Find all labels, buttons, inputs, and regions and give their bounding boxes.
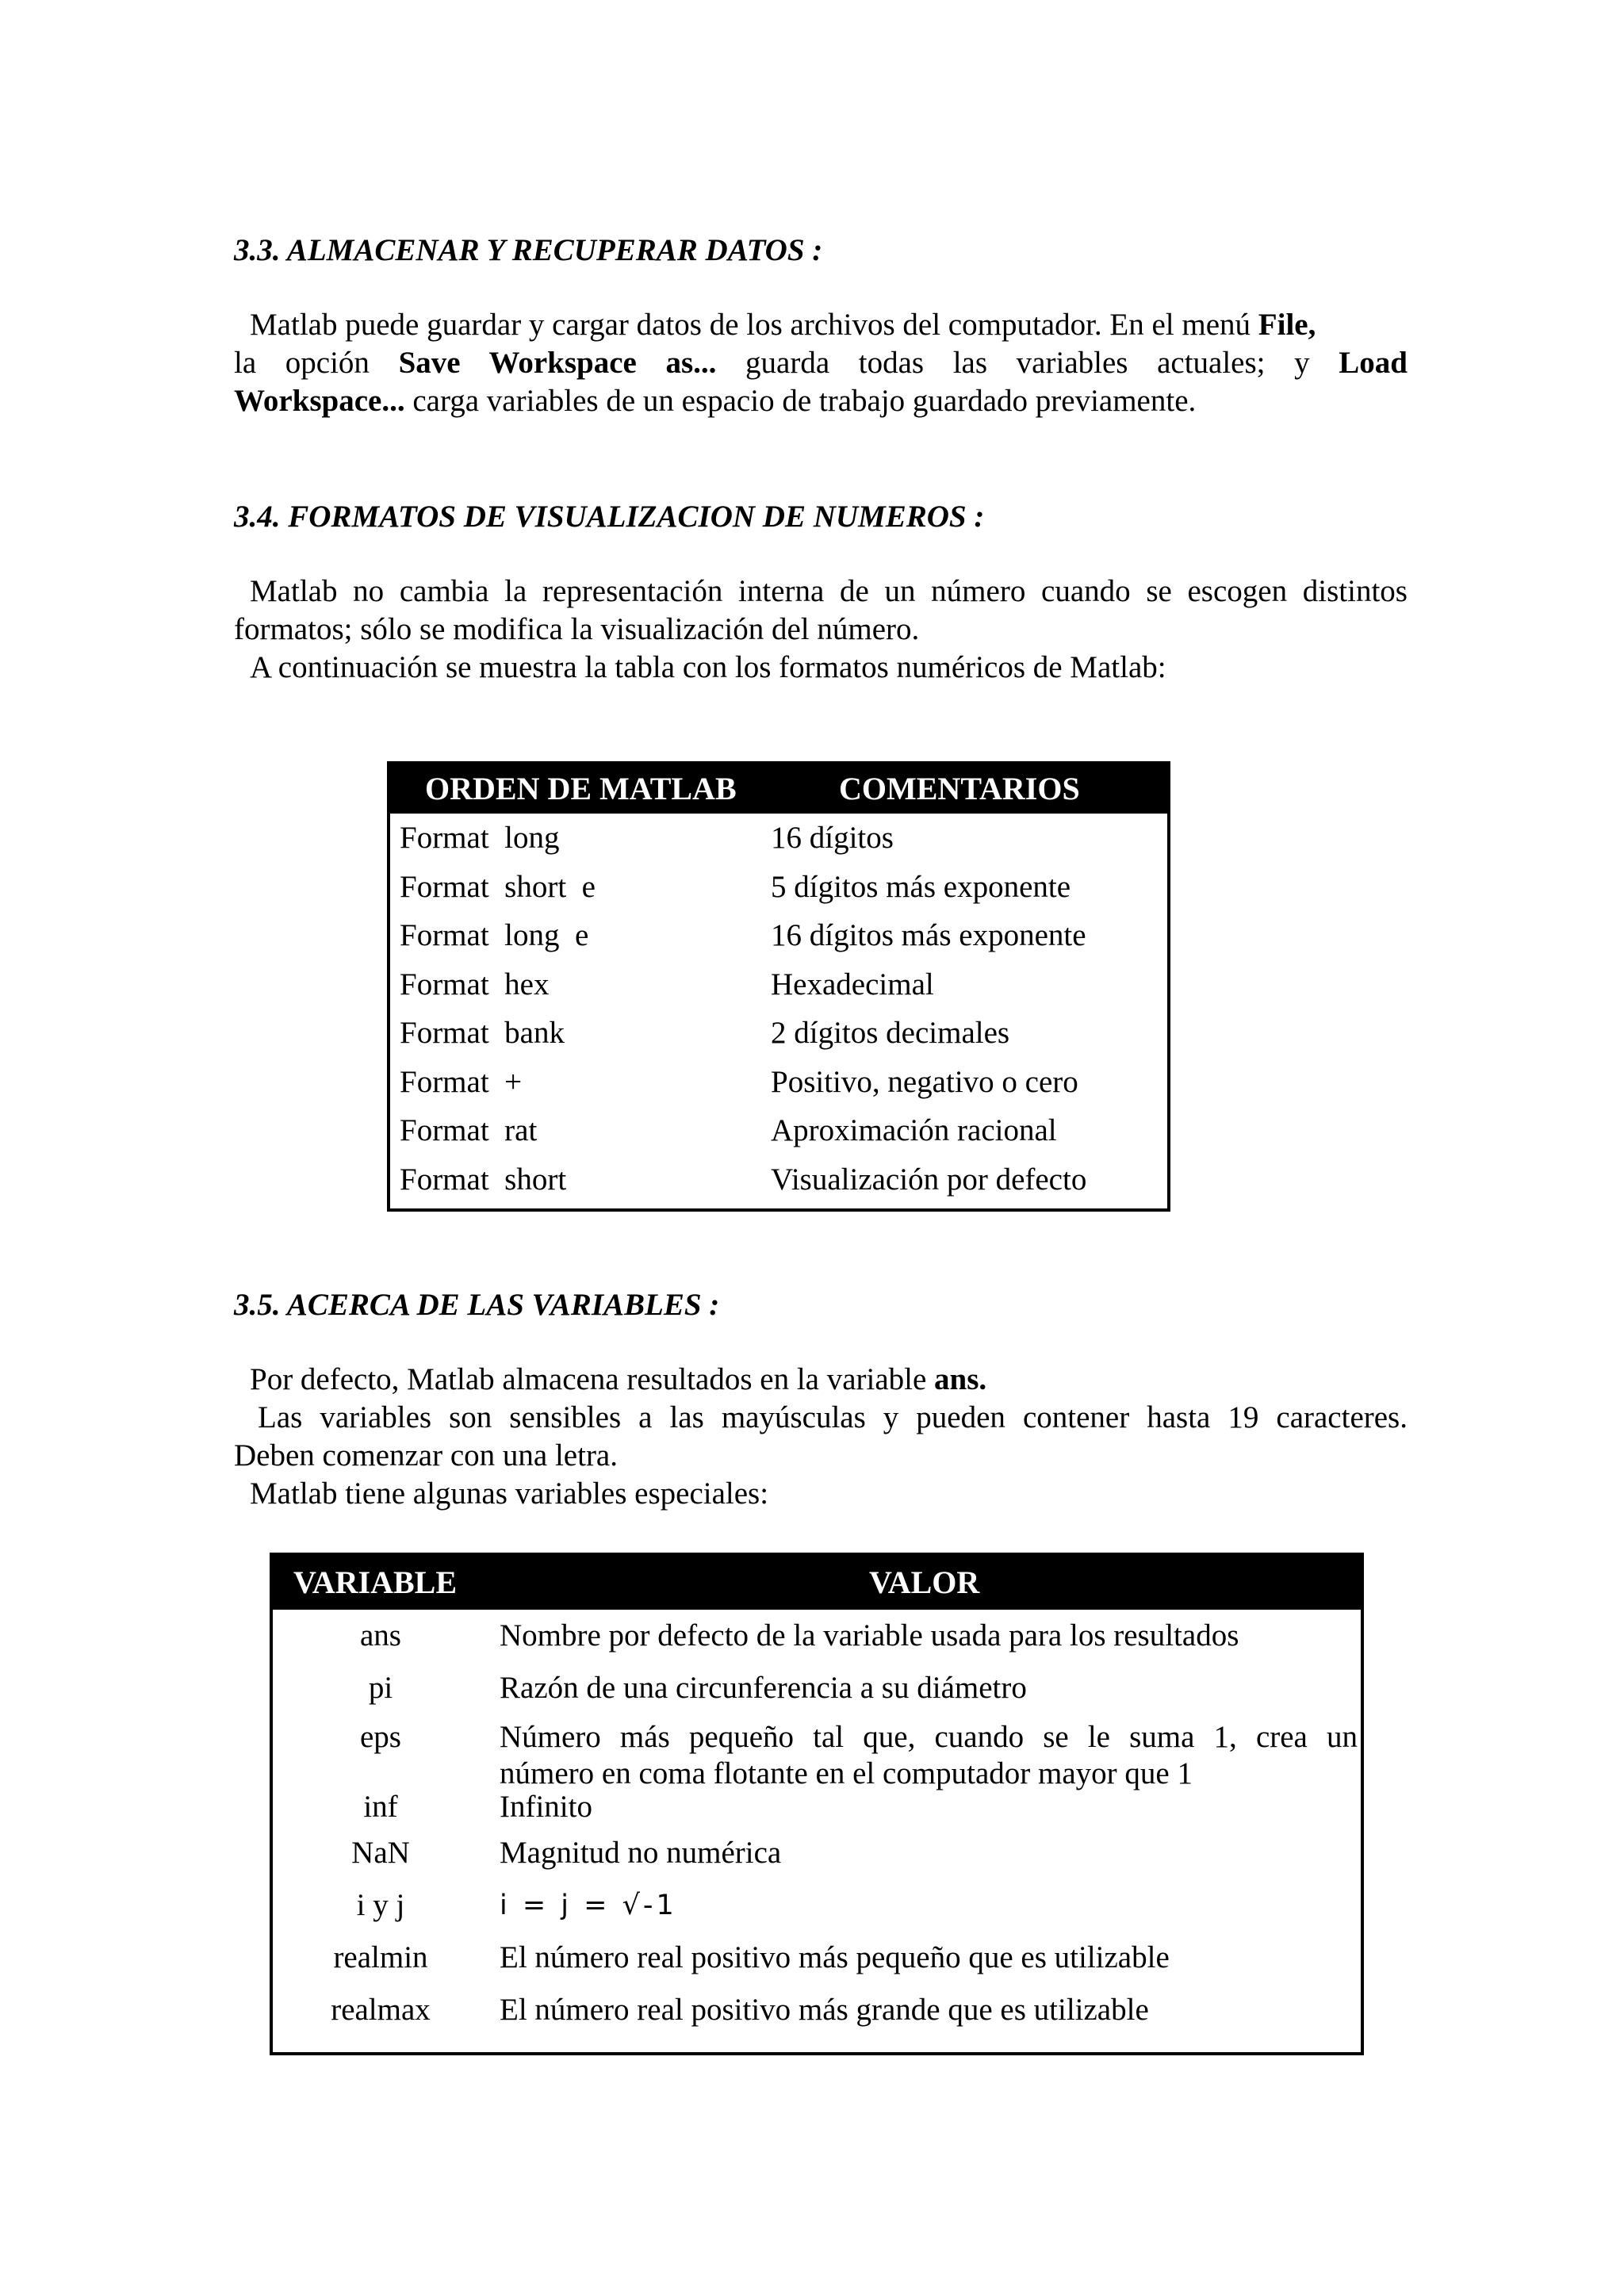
- format-command: Format +: [400, 1064, 523, 1099]
- format-command: Format short: [400, 1162, 567, 1197]
- paragraph-line: Las variables son sensibles a las mayúsculas y pueden contener hasta 19 caracteres.: [258, 1400, 1408, 1434]
- paragraph-line: formatos; sólo se modifica la visualización del número.: [234, 612, 920, 646]
- section-3-3-heading: 3.3. ALMACENAR Y RECUPERAR DATOS :: [234, 233, 823, 267]
- table-row: [390, 1009, 1167, 1058]
- format-comment: 2 dígitos decimales: [771, 1016, 1010, 1050]
- table-row: [390, 814, 1167, 863]
- paragraph-line: Matlab no cambia la representación interna de un número cuando se escogen distintos: [250, 574, 1408, 608]
- table-row: [273, 1610, 1361, 1662]
- variable-name: eps: [360, 1720, 401, 1754]
- header-variable: VARIABLE: [293, 1564, 457, 1600]
- table-row: [390, 1106, 1167, 1155]
- variable-value: Razón de una circunferencia a su diámetro: [500, 1671, 1027, 1705]
- section-3-3-paragraph: [234, 306, 1408, 420]
- variable-name: realmax: [331, 1993, 431, 2027]
- table-row: [390, 960, 1167, 1009]
- paragraph-line: la opción Save Workspace as... guarda todas las variables actuales; y Load: [234, 346, 1408, 380]
- table-row: [273, 1714, 1361, 1790]
- format-command: Format rat: [400, 1113, 538, 1147]
- paragraph-line: Por defecto, Matlab almacena resultados en la variable ans.: [250, 1362, 987, 1396]
- variable-name: ans: [360, 1618, 401, 1653]
- format-command: Format long: [400, 821, 560, 855]
- variable-value: Magnitud no numérica: [500, 1836, 782, 1870]
- section-3-4-heading: 3.4. FORMATOS DE VISUALIZACION DE NUMEROS :: [234, 500, 985, 534]
- table-row: [273, 1879, 1361, 1932]
- header-orden: ORDEN DE MATLAB: [425, 771, 737, 806]
- variable-value: El número real positivo más grande que es utilizable: [500, 1993, 1149, 2027]
- format-comment: Positivo, negativo o cero: [771, 1064, 1078, 1099]
- variable-value: i = j = √-1: [500, 1890, 677, 1921]
- variables-table-header: [273, 1556, 1361, 1610]
- paragraph-line: Deben comenzar con una letra.: [234, 1438, 618, 1473]
- table-row: [273, 1932, 1361, 1984]
- table-row: [390, 1058, 1167, 1107]
- variable-name: i y j: [356, 1888, 405, 1922]
- format-command: Format hex: [400, 967, 550, 1001]
- variable-name: realmin: [333, 1940, 428, 1974]
- format-comment: 16 dígitos: [771, 821, 894, 855]
- variable-name: pi: [368, 1671, 393, 1705]
- format-comment: Hexadecimal: [771, 967, 934, 1001]
- section-3-4-paragraph: [234, 573, 1408, 687]
- paragraph-line: Matlab puede guardar y cargar datos de los archivos del computador. En el menú File,: [250, 308, 1316, 342]
- format-command: Format bank: [400, 1016, 565, 1050]
- format-command: Format short e: [400, 869, 596, 904]
- format-command: Format long e: [400, 918, 589, 952]
- variable-value: Número más pequeño tal que, cuando se le suma 1, crea un número en coma flotante en el computador mayor que 1: [500, 1720, 1358, 1790]
- format-comment: Aproximación racional: [771, 1113, 1057, 1147]
- format-comment: Visualización por defecto: [771, 1162, 1087, 1197]
- header-valor: VALOR: [869, 1564, 980, 1600]
- variable-value: Nombre por defecto de la variable usada para los resultados: [500, 1618, 1239, 1653]
- variable-value: Infinito: [500, 1790, 592, 1824]
- paragraph-line: A continuación se muestra la tabla con los formatos numéricos de Matlab:: [250, 650, 1166, 684]
- table-row: [273, 1827, 1361, 1879]
- table-row: [273, 1787, 1361, 1827]
- header-comentarios: COMENTARIOS: [839, 771, 1080, 806]
- paragraph-line: Workspace... carga variables de un espacio de trabajo guardado previamente.: [234, 384, 1197, 418]
- variable-name: inf: [363, 1790, 398, 1824]
- variable-value: El número real positivo más pequeño que es utilizable: [500, 1940, 1170, 1974]
- section-3-5-paragraph: [234, 1361, 1408, 1513]
- table-row: [273, 1984, 1361, 2036]
- table-row: [390, 1155, 1167, 1204]
- variable-name: NaN: [351, 1836, 410, 1870]
- table-row: [273, 1662, 1361, 1714]
- formats-table-header: [390, 764, 1167, 814]
- table-row: [390, 911, 1167, 960]
- variables-table: [270, 1553, 1364, 2055]
- paragraph-line: Matlab tiene algunas variables especiales:: [250, 1476, 769, 1511]
- table-row: [390, 863, 1167, 912]
- format-comment: 5 dígitos más exponente: [771, 869, 1071, 904]
- section-3-5-heading: 3.5. ACERCA DE LAS VARIABLES :: [234, 1288, 720, 1322]
- format-comment: 16 dígitos más exponente: [771, 918, 1086, 952]
- formats-table: [387, 761, 1170, 1212]
